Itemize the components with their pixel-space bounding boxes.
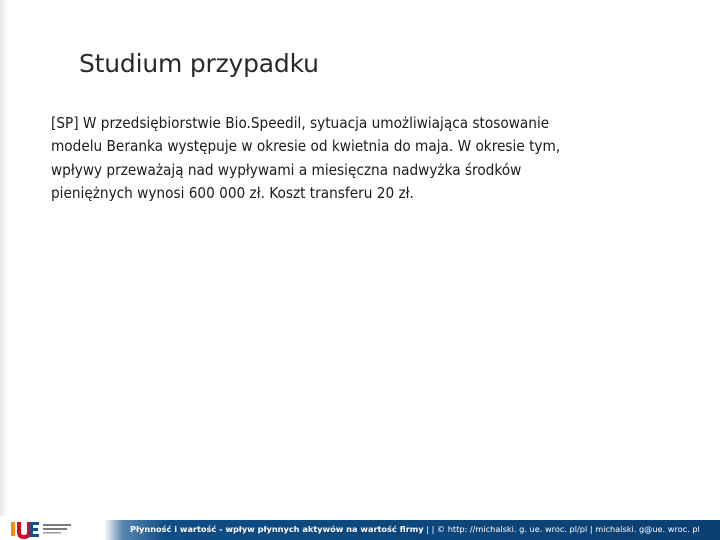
- logo-letter-e: [29, 522, 39, 537]
- logo-caption-line: [43, 532, 61, 534]
- left-edge-shadow: [0, 0, 7, 540]
- slide-title: Studium przypadku: [79, 49, 319, 78]
- logo-caption-line: [43, 528, 67, 530]
- logo-letter-u: [17, 522, 31, 539]
- logo-caption-line: [43, 524, 71, 526]
- footer-title: Płynność i wartość - wpływ płynnych aktywów na wartość firmy: [130, 524, 424, 534]
- footer-band: [104, 520, 720, 540]
- university-logo: [11, 518, 103, 540]
- body-line: modelu Beranka występuje w okresie od kwietnia do maja. W okresie tym,: [51, 137, 561, 156]
- logo-bar-left: [11, 522, 15, 536]
- footer: [0, 516, 720, 540]
- body-line: wpływy przeważają nad wypływami a miesięczna nadwyżka środków: [51, 160, 522, 179]
- body-line: [SP] W przedsiębiorstwie Bio.Speedil, sytuacja umożliwiająca stosowanie: [51, 114, 550, 132]
- footer-caption: [130, 524, 700, 534]
- footer-credits: | | © http: //michalski. g. ue. wroc. pl/pl | michalski. g@ue. wroc. pl: [423, 524, 700, 534]
- slide-body: [51, 112, 691, 206]
- body-line: pieniężnych wynosi 600 000 zł. Koszt transferu 20 zł.: [51, 184, 414, 203]
